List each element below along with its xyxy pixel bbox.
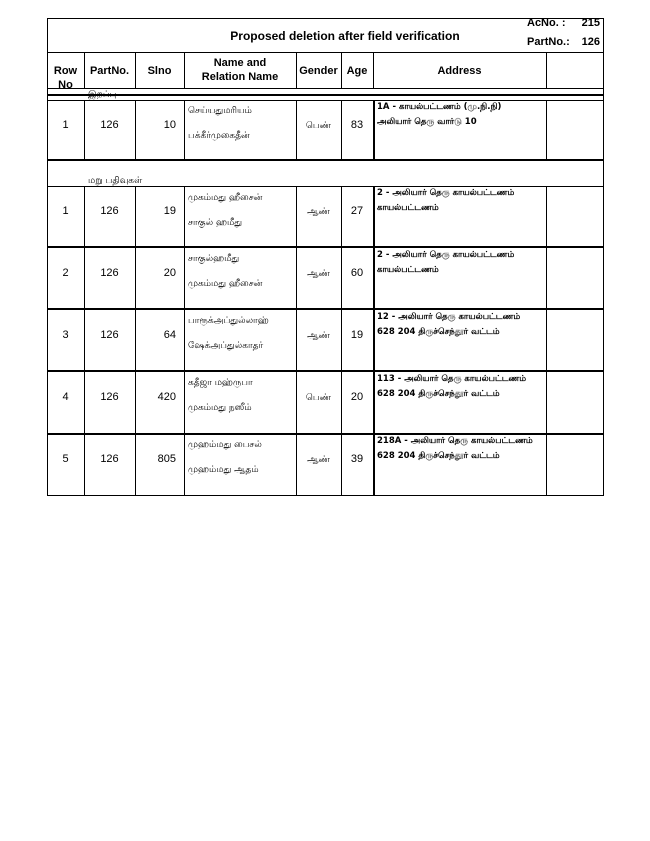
cell-relation: முகம்மது நஸீம்: [188, 403, 252, 413]
cell-address-line2: காயல்பட்டணம்: [377, 203, 439, 213]
cell-relation: ஷேக்அப்துல்காதர்: [188, 341, 264, 351]
cell-age: 83: [350, 119, 364, 131]
cell-slno: 10: [163, 119, 176, 131]
cell-gender: பெண்: [305, 121, 332, 131]
cell-name: முஹம்மது பைசல்: [188, 440, 262, 450]
section-label: மறு பதிவுகள்: [88, 176, 143, 186]
cell-name: முகம்மது ஹீசைன்: [188, 193, 263, 203]
report-title: Proposed deletion after field verification: [230, 29, 460, 43]
cell-age: 27: [350, 205, 364, 217]
cell-slno: 19: [163, 205, 176, 217]
acno-value: 215: [581, 17, 600, 29]
cell-gender: ஆண்: [307, 269, 330, 279]
cell-slno: 420: [157, 391, 176, 403]
cell-rowno: 3: [62, 329, 69, 341]
cell-name: பாரூக்அப்துல்லாஹ்: [188, 316, 269, 326]
cell-partno: 126: [100, 205, 119, 217]
col-rowno: Row No: [53, 65, 78, 91]
col-name-line2: Relation Name: [201, 71, 279, 83]
cell-partno: 126: [100, 329, 119, 341]
partno-label: PartNo.:: [527, 36, 570, 48]
section-label: இறப்பு: [88, 90, 117, 100]
cell-age: 39: [350, 453, 364, 465]
cell-partno: 126: [100, 267, 119, 279]
cell-rowno: 5: [62, 453, 69, 465]
cell-address-line1: 2 - அலியார் தெரு காயல்பட்டணம்: [377, 250, 515, 260]
cell-age: 19: [350, 329, 364, 341]
cell-partno: 126: [100, 453, 119, 465]
cell-relation: பக்கீர்முகைதீன்: [188, 131, 250, 141]
cell-slno: 805: [157, 453, 176, 465]
cell-address-line2: 628 204 திருச்செந்தூர் வட்டம்: [377, 389, 500, 399]
col-name: [184, 56, 296, 84]
col-slno: Slno: [147, 65, 172, 77]
partno-value: 126: [581, 36, 600, 48]
col-age: Age: [346, 65, 368, 77]
cell-address-line2: காயல்பட்டணம்: [377, 265, 439, 275]
cell-slno: 64: [163, 329, 176, 341]
cell-address-line1: 2 - அலியார் தெரு காயல்பட்டணம்: [377, 188, 515, 198]
cell-age: 60: [350, 267, 364, 279]
cell-relation: சாகுல் ஹமீது: [188, 218, 243, 228]
cell-address-line2: அலியார் தெரு வார்டு 10: [377, 117, 477, 127]
cell-age: 20: [350, 391, 364, 403]
col-gender: Gender: [299, 65, 338, 77]
cell-slno: 20: [163, 267, 176, 279]
cell-partno: 126: [100, 119, 119, 131]
cell-rowno: 4: [62, 391, 69, 403]
cell-address-line1: 1A - காயல்பட்டணம் (மு.நி.நி): [377, 102, 502, 112]
acno-label: AcNo. :: [527, 17, 566, 29]
cell-rowno: 2: [62, 267, 69, 279]
cell-relation: முஹம்மது ஆதம்: [188, 465, 259, 475]
col-partno: PartNo.: [89, 65, 130, 77]
cell-rowno: 1: [62, 205, 69, 217]
cell-relation: முகம்மது ஹீசைன்: [188, 279, 263, 289]
cell-name: செய்யதுமரியம்: [188, 106, 252, 116]
cell-gender: ஆண்: [307, 331, 330, 341]
cell-address-line2: 628 204 திருச்செந்தூர் வட்டம்: [377, 327, 500, 337]
col-address: Address: [437, 65, 482, 77]
cell-gender: ஆண்: [307, 455, 330, 465]
cell-address-line2: 628 204 திருச்செந்தூர் வட்டம்: [377, 451, 500, 461]
cell-partno: 126: [100, 391, 119, 403]
cell-address-line1: 218A - அலியார் தெரு காயல்பட்டணம்: [377, 436, 533, 446]
cell-name: சாகுல்ஹமீது: [188, 254, 240, 264]
col-name-line1: Name and: [213, 57, 267, 69]
cell-name: கதீஜா மஹ்ருபா: [188, 378, 253, 388]
cell-address-line1: 12 - அலியார் தெரு காயல்பட்டணம்: [377, 312, 521, 322]
cell-rowno: 1: [62, 119, 69, 131]
cell-gender: பெண்: [305, 393, 332, 403]
cell-address-line1: 113 - அலியார் தெரு காயல்பட்டணம்: [377, 374, 527, 384]
cell-gender: ஆண்: [307, 207, 330, 217]
